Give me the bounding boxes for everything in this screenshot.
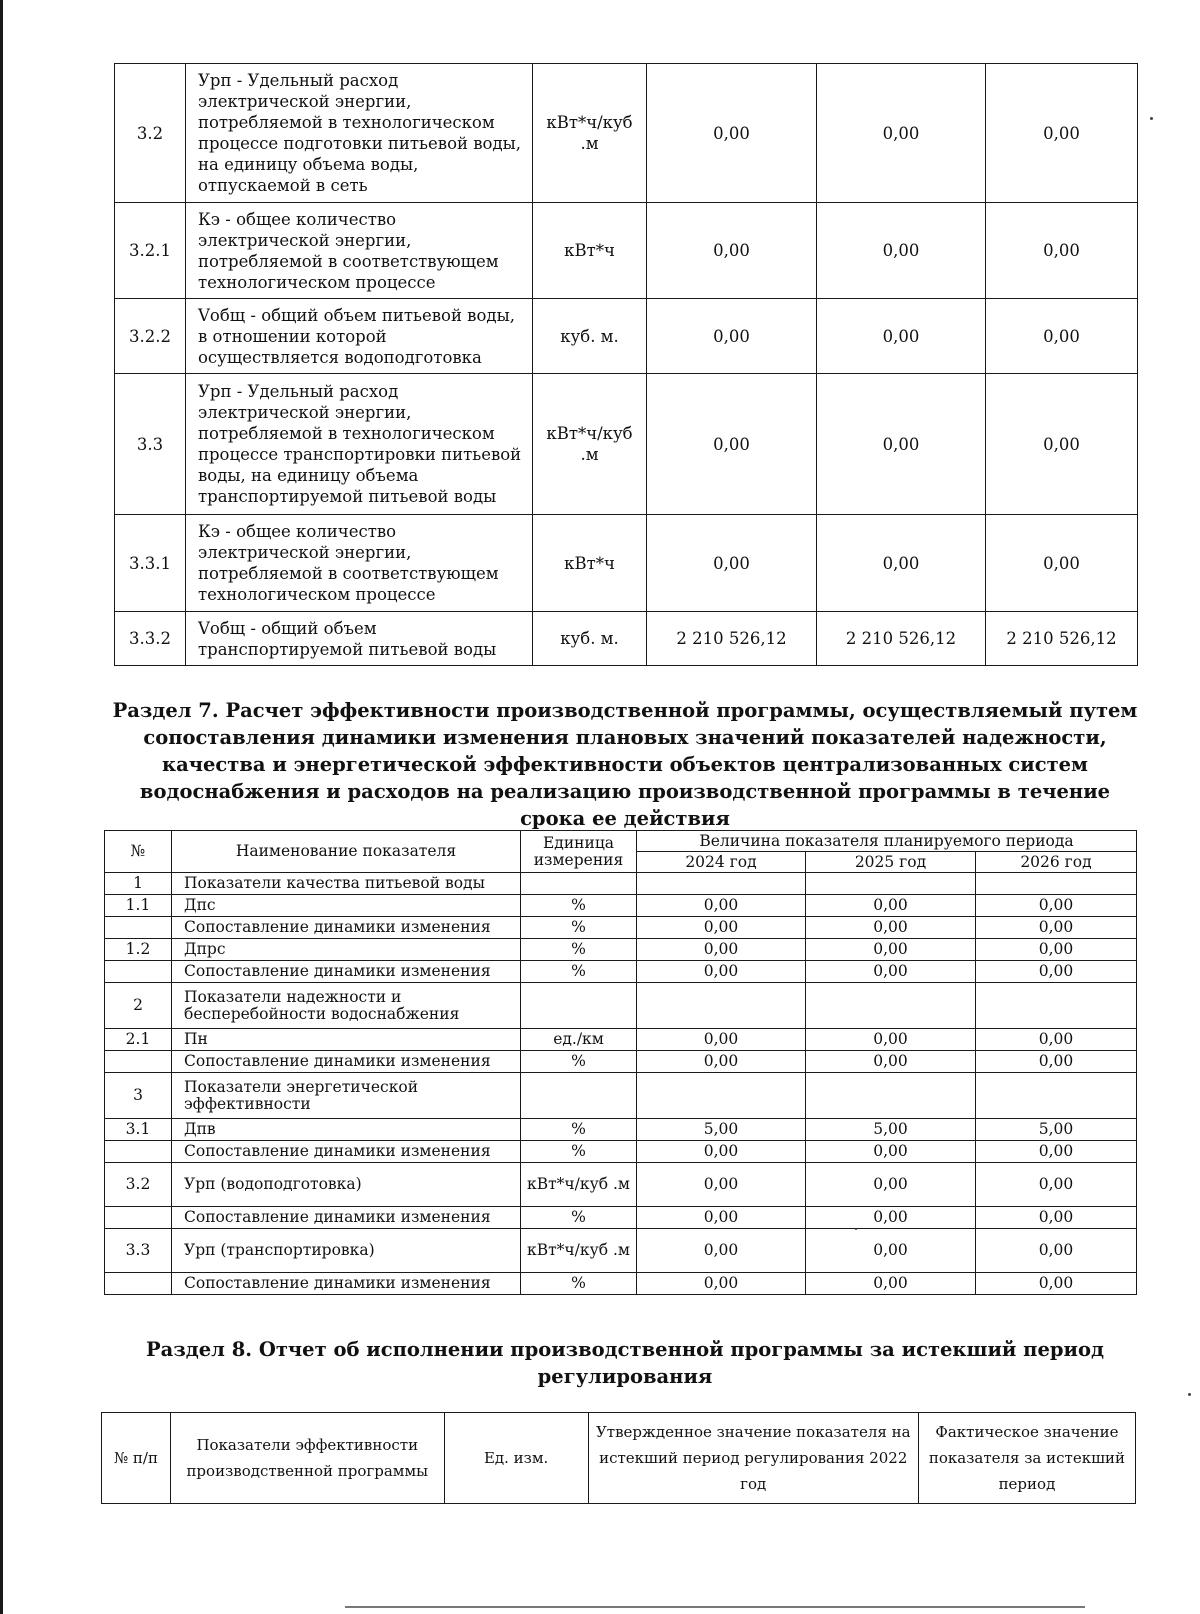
value-2025 [806, 983, 976, 1029]
table-row [105, 895, 1137, 917]
value-2025: 0,00 [806, 917, 976, 939]
value-2024: 0,00 [637, 1163, 806, 1207]
indicator-name: Сопоставление динамики изменения [172, 961, 521, 983]
table-row [105, 917, 1137, 939]
value-2025: 0,00 [806, 1029, 976, 1051]
value-2026: 5,00 [976, 1119, 1137, 1141]
row-number: 3.3 [105, 1229, 172, 1273]
indicator-name: Урп - Удельный расход электрической энергии, потребляемой в технологическом процессе транспортировки питьевой воды, на единицу объема транспортируемой питьевой воды [186, 374, 533, 515]
value-2026: 0,00 [976, 1273, 1137, 1295]
indicator-name: Дпрс [172, 939, 521, 961]
indicator-name: Урп - Удельный расход электрической энергии, потребляемой в технологическом процессе подготовки питьевой воды, на единицу объема воды, отпускаемой в сеть [186, 64, 533, 203]
value-2024: 0,00 [637, 895, 806, 917]
value-2026: 0,00 [976, 1207, 1137, 1229]
unit: куб. м. [533, 612, 647, 666]
value-2026: 0,00 [986, 64, 1138, 203]
value-2024: 0,00 [637, 1229, 806, 1273]
value-2024: 0,00 [647, 515, 817, 612]
row-number [105, 1141, 172, 1163]
scan-speck [1150, 117, 1153, 120]
indicator-name: Сопоставление динамики изменения [172, 1207, 521, 1229]
value-2025: 0,00 [806, 1207, 976, 1229]
row-number: 1.1 [105, 895, 172, 917]
value-2026: 0,00 [976, 1229, 1137, 1273]
value-2025: 0,00 [806, 939, 976, 961]
value-2026 [976, 983, 1137, 1029]
value-2024: 0,00 [637, 961, 806, 983]
value-2025: 0,00 [817, 515, 986, 612]
table-row [105, 1163, 1137, 1207]
value-2024: 0,00 [647, 374, 817, 515]
table-row [105, 1229, 1137, 1273]
value-2026: 0,00 [976, 1163, 1137, 1207]
value-2026 [976, 1073, 1137, 1119]
header-number: № п/п [102, 1413, 171, 1504]
value-2025: 0,00 [817, 203, 986, 299]
efficiency-table [104, 830, 1137, 1295]
value-2025: 0,00 [806, 1273, 976, 1295]
indicator-name: Показатели надежности и бесперебойности водоснабжения [172, 983, 521, 1029]
value-2025: 0,00 [817, 64, 986, 203]
indicator-name: Vобщ - общий объем транспортируемой питьевой воды [186, 612, 533, 666]
value-2024: 5,00 [637, 1119, 806, 1141]
report-table [101, 1412, 1136, 1504]
table-row [115, 203, 1138, 299]
header-2024: 2024 год [637, 852, 806, 873]
value-2024: 0,00 [647, 64, 817, 203]
unit: % [521, 1141, 637, 1163]
row-number [105, 1207, 172, 1229]
scan-speck [1188, 1393, 1191, 1396]
row-number: 1 [105, 873, 172, 895]
unit [521, 873, 637, 895]
indicator-name: Сопоставление динамики изменения [172, 1141, 521, 1163]
row-number: 3.2 [115, 64, 186, 203]
unit: % [521, 1051, 637, 1073]
header-2026: 2026 год [976, 852, 1137, 873]
value-2026: 0,00 [976, 1029, 1137, 1051]
value-2025: 0,00 [806, 1163, 976, 1207]
unit: кВт*ч/куб .м [521, 1163, 637, 1207]
table-row [105, 1119, 1137, 1141]
value-2025: 0,00 [806, 1051, 976, 1073]
unit: куб. м. [533, 299, 647, 374]
indicator-name: Сопоставление динамики изменения [172, 1051, 521, 1073]
unit: кВт*ч/куб .м [521, 1229, 637, 1273]
value-2024: 0,00 [637, 1141, 806, 1163]
header-period: Величина показателя планируемого периода [637, 831, 1137, 852]
row-number [105, 961, 172, 983]
value-2024 [637, 873, 806, 895]
value-2026: 0,00 [976, 895, 1137, 917]
header-actual: Фактическое значение показателя за истекший период [918, 1413, 1135, 1504]
value-2025: 5,00 [806, 1119, 976, 1141]
row-number: 3.2 [105, 1163, 172, 1207]
indicator-name: Дпс [172, 895, 521, 917]
value-2026: 0,00 [976, 917, 1137, 939]
value-2025: 0,00 [806, 895, 976, 917]
row-number: 3.1 [105, 1119, 172, 1141]
indicator-name: Показатели энергетической эффективности [172, 1073, 521, 1119]
table-row [105, 1029, 1137, 1051]
value-2026: 0,00 [976, 1141, 1137, 1163]
value-2025 [806, 1073, 976, 1119]
header-name: Показатели эффективности производственной программы [170, 1413, 444, 1504]
value-2025: 0,00 [806, 1141, 976, 1163]
value-2024: 0,00 [647, 203, 817, 299]
value-2024: 0,00 [647, 299, 817, 374]
unit: % [521, 1273, 637, 1295]
table-row [105, 1073, 1137, 1119]
unit: кВт*ч/куб .м [533, 374, 647, 515]
indicator-name: Пн [172, 1029, 521, 1051]
value-2026: 0,00 [986, 299, 1138, 374]
unit: % [521, 961, 637, 983]
header-approved: Утвержденное значение показателя на истекший период регулирования 2022 год [588, 1413, 918, 1504]
value-2026: 0,00 [986, 374, 1138, 515]
value-2026: 0,00 [986, 515, 1138, 612]
value-2024: 0,00 [637, 939, 806, 961]
value-2026 [976, 873, 1137, 895]
value-2024 [637, 983, 806, 1029]
unit: % [521, 917, 637, 939]
value-2026: 0,00 [976, 939, 1137, 961]
value-2026: 2 210 526,12 [986, 612, 1138, 666]
unit: кВт*ч [533, 203, 647, 299]
unit [521, 1073, 637, 1119]
header-unit: Единица измерения [521, 831, 637, 873]
scan-left-edge [0, 0, 3, 1614]
header-2025: 2025 год [806, 852, 976, 873]
table-row [115, 64, 1138, 203]
value-2026: 0,00 [976, 961, 1137, 983]
indicator-name: Vобщ - общий объем питьевой воды, в отношении которой осуществляется водоподготовка [186, 299, 533, 374]
indicator-name: Урп (водоподготовка) [172, 1163, 521, 1207]
value-2024: 0,00 [637, 1051, 806, 1073]
value-2024: 0,00 [637, 1273, 806, 1295]
row-number: 3.2.2 [115, 299, 186, 374]
indicator-name: Показатели качества питьевой воды [172, 873, 521, 895]
section-7-heading: Раздел 7. Расчет эффективности производственной программы, осуществляемый путем сопоставления динамики изменения плановых значений показателей надежности, качества и энергетической эффективности объектов централизованных систем водоснабжения и расходов на реализацию производственной программы в течение срока ее действия [112, 699, 1138, 830]
table-row [105, 983, 1137, 1029]
row-number [105, 917, 172, 939]
table-row [105, 1207, 1137, 1229]
table-row [115, 612, 1138, 666]
unit: % [521, 1119, 637, 1141]
table-row [105, 1273, 1137, 1295]
value-2025: 0,00 [817, 299, 986, 374]
value-2025: 0,00 [806, 1229, 976, 1273]
unit: ед./км [521, 1029, 637, 1051]
value-2025: 0,00 [806, 961, 976, 983]
row-number: 1.2 [105, 939, 172, 961]
table-row [115, 374, 1138, 515]
table-row [105, 939, 1137, 961]
value-2026: 0,00 [976, 1051, 1137, 1073]
value-2025 [806, 873, 976, 895]
indicator-name: Сопоставление динамики изменения [172, 1273, 521, 1295]
unit [521, 983, 637, 1029]
table-row [115, 515, 1138, 612]
table-row [105, 873, 1137, 895]
unit: % [521, 1207, 637, 1229]
value-2024: 0,00 [637, 917, 806, 939]
header-unit: Ед. изм. [444, 1413, 588, 1504]
value-2024: 2 210 526,12 [647, 612, 817, 666]
row-number: 2 [105, 983, 172, 1029]
row-number: 3.3.1 [115, 515, 186, 612]
row-number [105, 1051, 172, 1073]
table-row [105, 1051, 1137, 1073]
value-2026: 0,00 [986, 203, 1138, 299]
energy-indicators-table [114, 63, 1138, 666]
row-number: 3.3 [115, 374, 186, 515]
value-2024: 0,00 [637, 1029, 806, 1051]
unit: % [521, 939, 637, 961]
header-name: Наименование показателя [172, 831, 521, 873]
indicator-name: Сопоставление динамики изменения [172, 917, 521, 939]
table-row [105, 961, 1137, 983]
row-number [105, 1273, 172, 1295]
row-number: 3 [105, 1073, 172, 1119]
indicator-name: Кэ - общее количество электрической энергии, потребляемой в соответствующем технологическом процессе [186, 203, 533, 299]
unit: % [521, 895, 637, 917]
header-number: № [105, 831, 172, 873]
value-2024: 0,00 [637, 1207, 806, 1229]
unit: кВт*ч [533, 515, 647, 612]
table-row [115, 299, 1138, 374]
row-number: 3.3.2 [115, 612, 186, 666]
section-8-heading: Раздел 8. Отчет об исполнении производственной программы за истекший период регулирования [146, 1338, 1104, 1388]
scan-bottom-mark [345, 1606, 1085, 1608]
indicator-name: Дпв [172, 1119, 521, 1141]
value-2025: 0,00 [817, 374, 986, 515]
row-number: 3.2.1 [115, 203, 186, 299]
value-2025: 2 210 526,12 [817, 612, 986, 666]
unit: кВт*ч/куб .м [533, 64, 647, 203]
table-row [105, 1141, 1137, 1163]
value-2024 [637, 1073, 806, 1119]
indicator-name: Кэ - общее количество электрической энергии, потребляемой в соответствующем технологическом процессе [186, 515, 533, 612]
row-number: 2.1 [105, 1029, 172, 1051]
indicator-name: Урп (транспортировка) [172, 1229, 521, 1273]
